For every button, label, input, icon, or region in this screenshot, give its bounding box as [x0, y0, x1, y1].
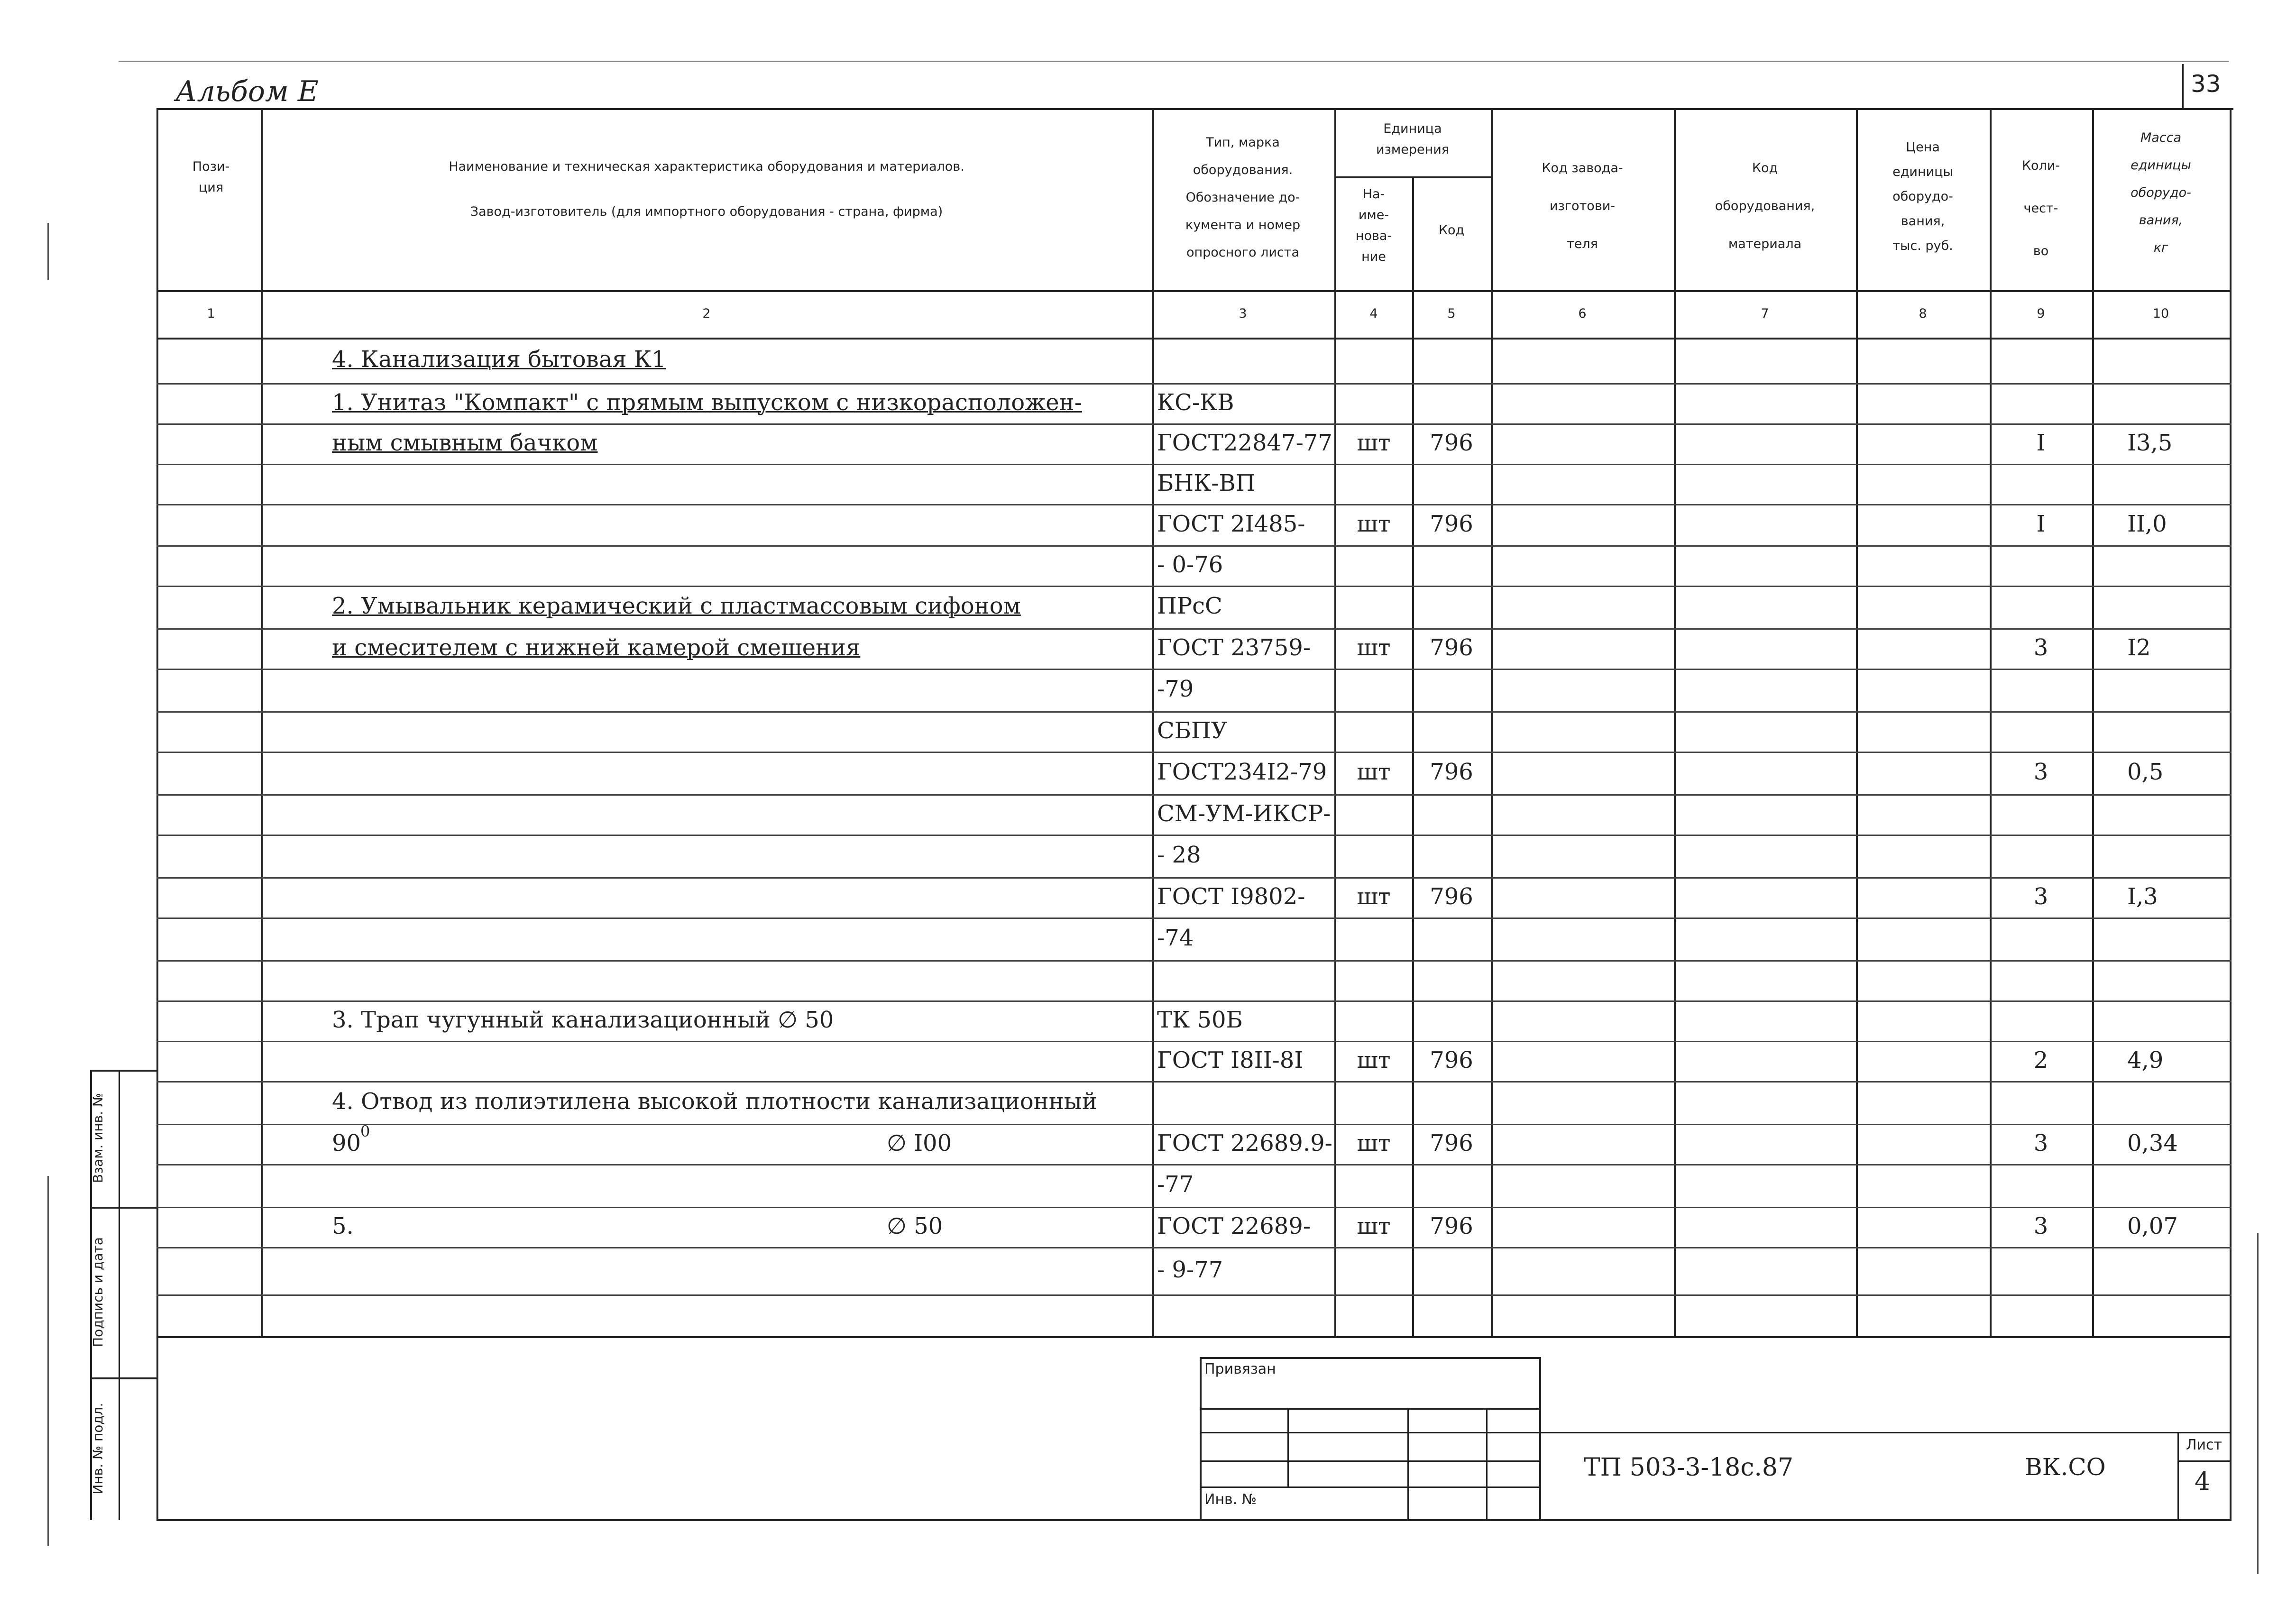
sign-date-label: Подпись и дата — [90, 1237, 106, 1347]
cell-code: 796 — [1430, 1212, 1473, 1239]
row-divider — [156, 960, 2232, 962]
cell-name: 90 — [332, 1129, 361, 1156]
row-divider — [156, 711, 2232, 713]
row-divider — [156, 918, 2232, 919]
cell-unit: шт — [1357, 1212, 1391, 1239]
header-position: Пози- ция — [192, 159, 230, 195]
row-divider — [156, 383, 2232, 385]
row-divider — [156, 628, 2232, 630]
cell-mark: ПРсС — [1157, 593, 1222, 619]
cell-unit: шт — [1357, 1046, 1391, 1073]
cell-qty: 3 — [2033, 1212, 2048, 1239]
col-num: 4 — [1369, 306, 1378, 321]
cell-name: 4. Канализация бытовая К1 — [332, 346, 666, 373]
inv-no-label: Инв. № — [1204, 1491, 1257, 1508]
cell-code: 796 — [1430, 634, 1473, 661]
cell-mark: - 28 — [1157, 842, 1201, 868]
cell-mark: ТК 50Б — [1157, 1006, 1243, 1033]
cell-unit: шт — [1357, 759, 1391, 785]
cell-mark: ГОСТ 23759- — [1157, 634, 1311, 661]
col-num: 5 — [1447, 306, 1456, 321]
row-divider — [156, 1124, 2232, 1125]
row-divider — [156, 877, 2232, 879]
cell-mass: 0,34 — [2127, 1129, 2178, 1156]
header-plant-code: Код завода- изготови- теля — [1542, 161, 1623, 251]
cell-code: 796 — [1430, 1129, 1473, 1156]
cell-mass: 0,07 — [2127, 1212, 2178, 1239]
cell-name_right: ∅ I00 — [887, 1129, 952, 1156]
row-divider — [156, 464, 2232, 465]
cell-name: 5. — [332, 1212, 354, 1239]
cell-unit: шт — [1357, 1129, 1391, 1156]
cell-mark: СМ-УМ-ИКСР- — [1157, 800, 1331, 827]
cell-qty: 3 — [2033, 634, 2048, 661]
cell-name: и смесителем с нижней камерой смешения — [332, 634, 861, 661]
cell-unit: шт — [1357, 883, 1391, 910]
row-divider — [156, 504, 2232, 505]
sheet-number: 4 — [2195, 1468, 2211, 1496]
row-divider — [156, 1164, 2232, 1165]
cell-code: 796 — [1430, 510, 1473, 537]
cell-code: 796 — [1430, 883, 1473, 910]
header-price: Цена единицы оборудо- вания, тыс. руб. — [1892, 140, 1953, 253]
cell-mark: КС-КВ — [1157, 389, 1234, 416]
cell-mass: 4,9 — [2127, 1046, 2164, 1073]
cell-qty: I — [2036, 429, 2046, 456]
col-num: 6 — [1578, 306, 1587, 321]
row-divider — [156, 669, 2232, 670]
row-divider — [156, 423, 2232, 425]
cell-mark: ГОСТ 22689- — [1157, 1212, 1311, 1239]
header-name-line1: Наименование и техническая характеристика оборудования и материалов. — [449, 159, 964, 174]
header-equipment-code: Код оборудования, материала — [1715, 161, 1815, 251]
row-divider — [156, 1207, 2232, 1208]
cell-unit: шт — [1357, 510, 1391, 537]
col-num: 2 — [702, 306, 711, 321]
cell-mass: I2 — [2127, 634, 2151, 661]
cell-mark: -79 — [1157, 676, 1194, 702]
margin-mark — [47, 1176, 49, 1546]
row-divider — [156, 1000, 2232, 1002]
cell-mass: II,0 — [2127, 510, 2167, 537]
row-divider — [156, 794, 2232, 796]
cell-mark: - 0-76 — [1157, 551, 1223, 578]
cell-mark: ГОСТ I9802- — [1157, 883, 1305, 910]
cell-qty: 3 — [2033, 883, 2048, 910]
row-divider — [156, 1081, 2232, 1083]
cell-code: 796 — [1430, 1046, 1473, 1073]
cell-name_right: ∅ 50 — [887, 1212, 943, 1239]
cell-qty: I — [2036, 510, 2046, 537]
row-divider — [156, 586, 2232, 587]
cell-name: 4. Отвод из полиэтилена высокой плотности канализационный — [332, 1088, 1097, 1115]
header-mass: Масса единицы оборудо- вания, кг — [2131, 130, 2191, 255]
document-code: ТП 503-3-18с.87 — [1584, 1453, 1794, 1482]
col-num: 3 — [1239, 306, 1247, 321]
sheet-label: Лист — [2186, 1437, 2223, 1453]
cell-mass: I3,5 — [2127, 429, 2173, 456]
cell-mass: 0,5 — [2127, 759, 2164, 785]
row-divider — [156, 545, 2232, 547]
cell-name: ным смывным бачком — [332, 429, 598, 456]
col-num: 7 — [1761, 306, 1769, 321]
col-num: 1 — [207, 306, 215, 321]
header-unit-name: На- име- нова- ние — [1355, 187, 1392, 264]
col-num: 10 — [2152, 306, 2169, 321]
cell-mark: СБПУ — [1157, 717, 1228, 744]
page-corner-number: 33 — [2191, 70, 2221, 98]
row-divider — [156, 835, 2232, 836]
header-name-line2: Завод-изготовитель (для импортного оборудования - страна, фирма) — [470, 204, 943, 219]
row-divider — [156, 1041, 2232, 1042]
cell-name: 2. Умывальник керамический с пластмассовым сифоном — [332, 593, 1021, 619]
cell-mark: БНК-ВП — [1157, 469, 1256, 496]
cell-qty: 3 — [2033, 1129, 2048, 1156]
margin-mark — [2257, 1233, 2259, 1574]
cell-unit: шт — [1357, 429, 1391, 456]
col-num: 8 — [1919, 306, 1927, 321]
margin-mark — [47, 223, 49, 280]
cell-code: 796 — [1430, 759, 1473, 785]
cell-mark: ГОСТ 2I485- — [1157, 510, 1305, 537]
cell-mass: I,3 — [2127, 883, 2158, 910]
attached-label: Привязан — [1204, 1361, 1276, 1377]
row-divider — [156, 1294, 2232, 1296]
header-type-mark: Тип, марка оборудования. Обозначение до- кумента и номер опросного листа — [1185, 135, 1301, 260]
header-quantity: Коли- чест- во — [2021, 158, 2060, 258]
cell-mark: -74 — [1157, 925, 1194, 951]
cell-qty: 3 — [2033, 759, 2048, 785]
cell-name: 1. Унитаз "Компакт" с прямым выпуском с низкорасположен- — [332, 389, 1082, 416]
cell-name: 3. Трап чугунный канализационный ∅ 50 — [332, 1006, 834, 1033]
row-divider — [156, 752, 2232, 753]
inv-orig-label: Инв. № подл. — [90, 1403, 106, 1495]
row-divider — [156, 1247, 2232, 1248]
section-code: ВК.СО — [2025, 1453, 2106, 1481]
album-label: Альбом Е — [175, 75, 319, 108]
cell-code: 796 — [1430, 429, 1473, 456]
degree-superscript: 0 — [360, 1122, 370, 1140]
cell-qty: 2 — [2033, 1046, 2048, 1073]
header-unit-code: Код — [1438, 223, 1465, 238]
cell-mark: - 9-77 — [1157, 1257, 1223, 1283]
header-unit: Единица измерения — [1376, 121, 1450, 157]
cell-unit: шт — [1357, 634, 1391, 661]
col-num: 9 — [2037, 306, 2045, 321]
cell-mark: ГОСТ I8II-8I — [1157, 1046, 1304, 1073]
cell-mark: -77 — [1157, 1171, 1194, 1198]
cell-mark: ГОСТ22847-77 — [1157, 429, 1332, 456]
cell-mark: ГОСТ 22689.9- — [1157, 1129, 1332, 1156]
cell-mark: ГОСТ234I2-79 — [1157, 759, 1327, 785]
replace-inv-label: Взам. инв. № — [90, 1092, 106, 1184]
